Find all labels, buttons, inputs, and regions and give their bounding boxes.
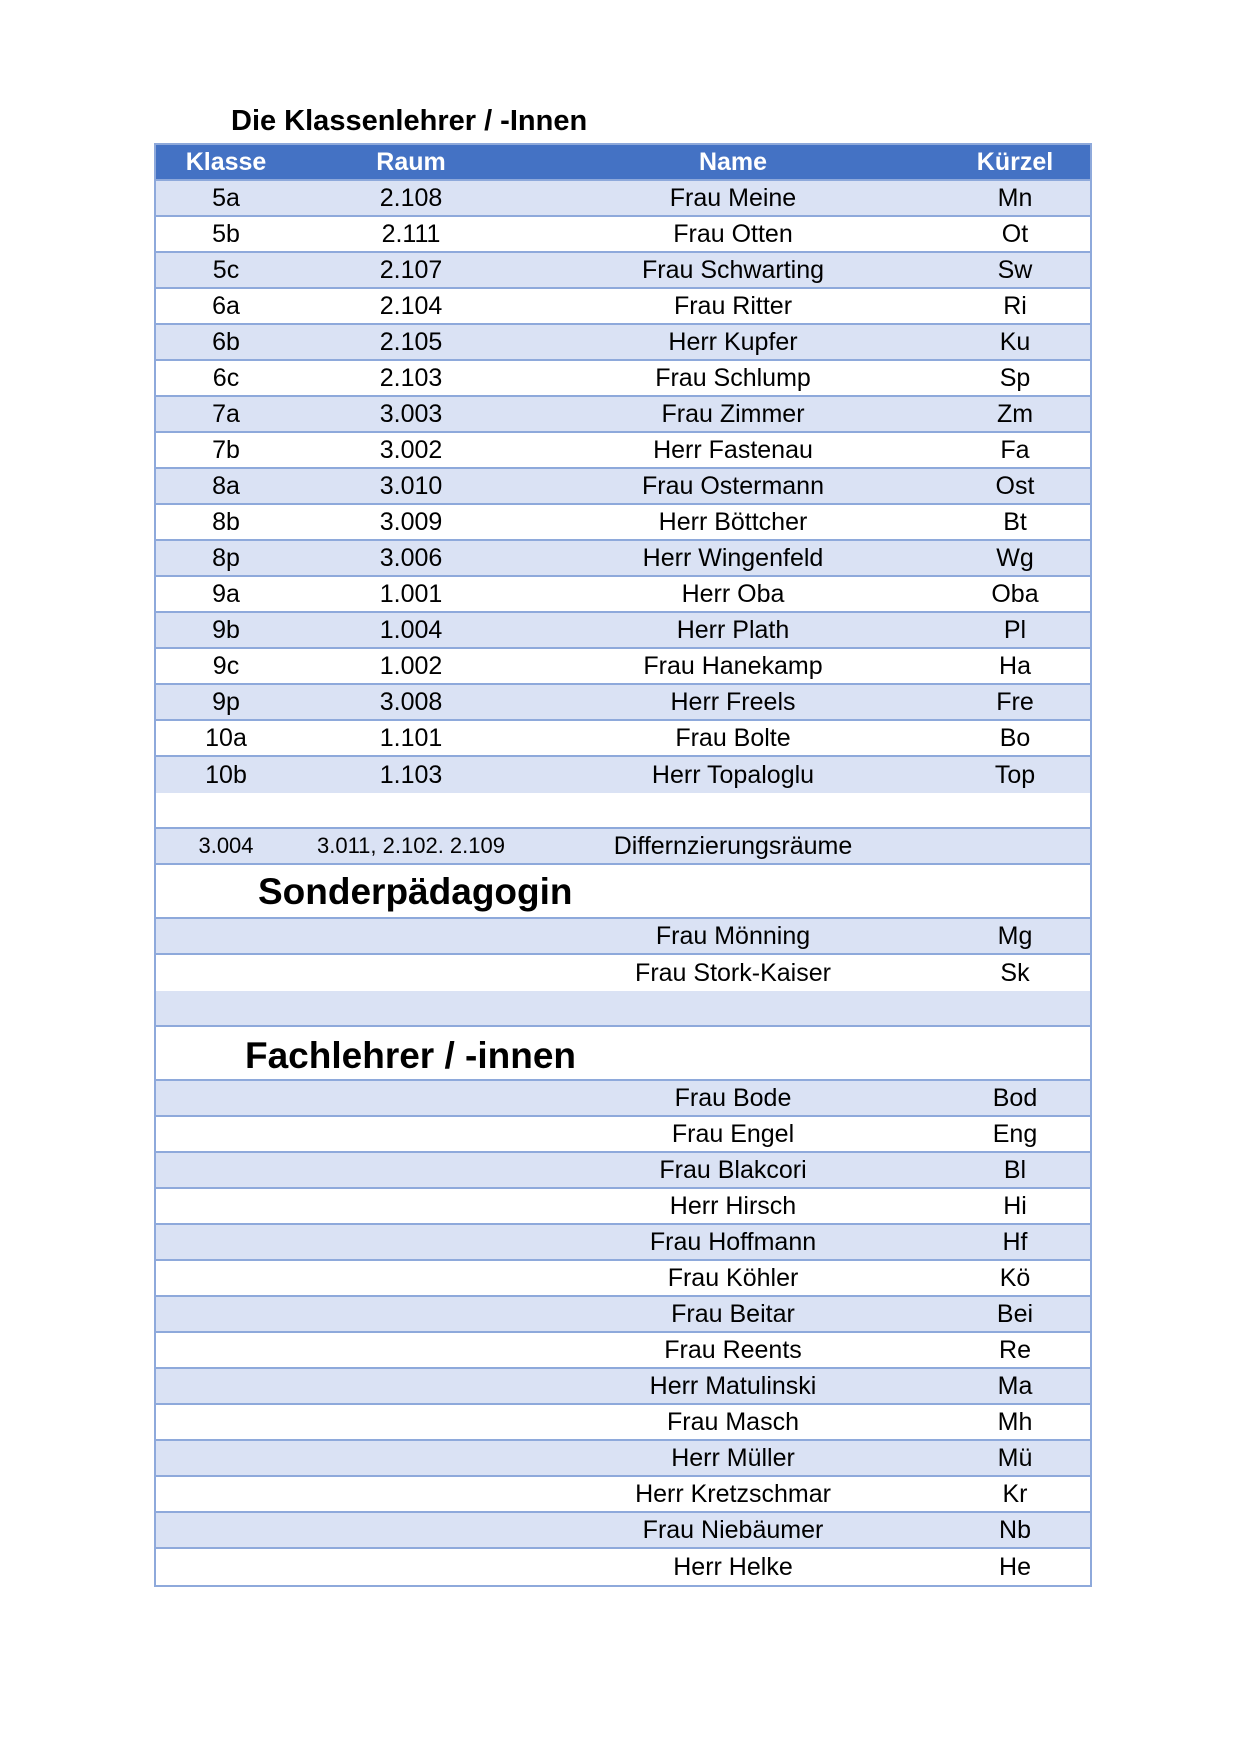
table-row bbox=[156, 1549, 1090, 1585]
cell-kuerzel: Sk bbox=[1000, 958, 1030, 987]
cell-kuerzel: Bt bbox=[1003, 507, 1027, 536]
special-ed-section-row bbox=[156, 865, 1090, 919]
cell-name: Frau Bode bbox=[674, 1083, 792, 1112]
cell-kuerzel: Kö bbox=[999, 1263, 1031, 1292]
cell-klasse: 7a bbox=[212, 399, 240, 428]
table-row bbox=[156, 685, 1090, 721]
special-ed-rows bbox=[156, 919, 1090, 991]
cell-raum: 2.105 bbox=[379, 327, 443, 356]
table-row bbox=[156, 613, 1090, 649]
cell-kuerzel: Sp bbox=[999, 363, 1031, 392]
cell-klasse: 5a bbox=[212, 183, 240, 212]
cell-klasse: 9a bbox=[212, 579, 240, 608]
table-row bbox=[156, 1153, 1090, 1189]
table-row bbox=[156, 919, 1090, 955]
cell-klasse: 10b bbox=[205, 760, 247, 789]
cell-raum: 3.003 bbox=[379, 399, 443, 428]
table-header-row bbox=[156, 145, 1090, 181]
cell-kuerzel: Fre bbox=[996, 687, 1034, 716]
cell-klasse: 8p bbox=[212, 543, 240, 572]
cell-name: Frau Blakcori bbox=[659, 1155, 807, 1184]
cell-name: Frau Meine bbox=[669, 183, 797, 212]
table-row bbox=[156, 757, 1090, 793]
cell-name: Frau Engel bbox=[671, 1119, 795, 1148]
header-raum: Raum bbox=[376, 147, 446, 176]
cell-raum: 3.006 bbox=[379, 543, 443, 572]
cell-kuerzel: Mh bbox=[997, 1407, 1033, 1436]
cell-kuerzel: Ma bbox=[997, 1371, 1033, 1400]
subject-teachers-title: Fachlehrer / -innen bbox=[245, 1035, 577, 1076]
cell-name: Frau Stork-Kaiser bbox=[635, 958, 831, 987]
cell-raum: 3.002 bbox=[379, 435, 443, 464]
cell-kuerzel: Mg bbox=[997, 921, 1033, 950]
cell-kuerzel: Kr bbox=[1002, 1479, 1028, 1508]
cell-kuerzel: Mü bbox=[997, 1443, 1033, 1472]
cell-kuerzel: Bod bbox=[992, 1083, 1038, 1112]
cell-kuerzel: Oba bbox=[991, 579, 1039, 608]
cell-kuerzel: Bei bbox=[996, 1299, 1034, 1328]
cell-name: Herr Matulinski bbox=[649, 1371, 817, 1400]
cell-name: Frau Beitar bbox=[671, 1299, 795, 1328]
cell-klasse: 10a bbox=[205, 723, 247, 752]
cell-kuerzel: Mn bbox=[997, 183, 1033, 212]
cell-name: Frau Otten bbox=[673, 219, 793, 248]
cell-name: Herr Böttcher bbox=[658, 507, 808, 536]
table-row bbox=[156, 1369, 1090, 1405]
room-note-label: Differnzierungsräume bbox=[613, 831, 853, 860]
subject-teacher-rows bbox=[156, 1081, 1090, 1585]
table-row bbox=[156, 1333, 1090, 1369]
cell-klasse: 7b bbox=[212, 435, 240, 464]
table-row bbox=[156, 469, 1090, 505]
cell-raum: 2.108 bbox=[379, 183, 443, 212]
table-row bbox=[156, 1117, 1090, 1153]
cell-name: Herr Helke bbox=[673, 1552, 793, 1581]
cell-kuerzel: Fa bbox=[1000, 435, 1030, 464]
cell-raum: 1.002 bbox=[379, 651, 443, 680]
cell-kuerzel: He bbox=[999, 1552, 1031, 1581]
cell-raum: 3.008 bbox=[379, 687, 443, 716]
cell-kuerzel: Ha bbox=[999, 651, 1031, 680]
header-name: Name bbox=[698, 147, 768, 176]
table-row bbox=[156, 1441, 1090, 1477]
page-title: Die Klassenlehrer / -Innen bbox=[231, 105, 588, 137]
table-row bbox=[156, 955, 1090, 991]
cell-kuerzel: Bo bbox=[999, 723, 1031, 752]
table-row bbox=[156, 361, 1090, 397]
table-row bbox=[156, 397, 1090, 433]
table-row bbox=[156, 1405, 1090, 1441]
cell-kuerzel: Hf bbox=[1002, 1227, 1028, 1256]
cell-name: Frau Mönning bbox=[655, 921, 811, 950]
cell-raum: 2.104 bbox=[379, 291, 443, 320]
cell-raum: 2.103 bbox=[379, 363, 443, 392]
cell-kuerzel: Hi bbox=[1003, 1191, 1027, 1220]
spacer-row bbox=[156, 991, 1090, 1027]
header-kuerzel: Kürzel bbox=[976, 147, 1054, 176]
cell-raum: 3.009 bbox=[379, 507, 443, 536]
table-row bbox=[156, 1513, 1090, 1549]
table-row bbox=[156, 1081, 1090, 1117]
cell-kuerzel: Eng bbox=[992, 1119, 1038, 1148]
cell-raum: 3.010 bbox=[379, 471, 443, 500]
cell-klasse: 6b bbox=[212, 327, 240, 356]
cell-kuerzel: Ost bbox=[995, 471, 1035, 500]
table-row bbox=[156, 1225, 1090, 1261]
cell-name: Herr Fastenau bbox=[653, 435, 813, 464]
cell-klasse: 6c bbox=[212, 363, 240, 392]
cell-raum: 1.101 bbox=[379, 723, 443, 752]
table-row bbox=[156, 1297, 1090, 1333]
cell-kuerzel: Sw bbox=[997, 255, 1033, 284]
table-row bbox=[156, 649, 1090, 685]
cell-kuerzel: Pl bbox=[1003, 615, 1027, 644]
cell-name: Herr Kupfer bbox=[668, 327, 798, 356]
cell-name: Frau Hoffmann bbox=[649, 1227, 817, 1256]
cell-name: Herr Topaloglu bbox=[651, 760, 815, 789]
table-row bbox=[156, 721, 1090, 757]
cell-name: Frau Reents bbox=[664, 1335, 802, 1364]
cell-klasse: 9b bbox=[212, 615, 240, 644]
cell-raum: 1.103 bbox=[379, 760, 443, 789]
cell-name: Frau Ritter bbox=[673, 291, 793, 320]
cell-name: Frau Schlump bbox=[655, 363, 811, 392]
table-row bbox=[156, 1261, 1090, 1297]
cell-name: Frau Bolte bbox=[675, 723, 791, 752]
room-note-room-a: 3.004 bbox=[198, 833, 254, 858]
cell-name: Herr Plath bbox=[676, 615, 790, 644]
cell-kuerzel: Bl bbox=[1003, 1155, 1027, 1184]
cell-klasse: 9p bbox=[212, 687, 240, 716]
cell-raum: 1.001 bbox=[379, 579, 443, 608]
header-klasse: Klasse bbox=[185, 147, 267, 176]
room-note-row bbox=[156, 829, 1090, 865]
cell-klasse: 8a bbox=[212, 471, 240, 500]
cell-name: Frau Köhler bbox=[667, 1263, 799, 1292]
class-teacher-rows bbox=[156, 181, 1090, 793]
table-row bbox=[156, 325, 1090, 361]
teacher-table bbox=[154, 143, 1092, 1587]
table-row bbox=[156, 181, 1090, 217]
cell-name: Herr Kretzschmar bbox=[635, 1479, 831, 1508]
cell-name: Frau Schwarting bbox=[641, 255, 825, 284]
subject-teachers-section-row bbox=[156, 1027, 1090, 1081]
cell-name: Herr Freels bbox=[670, 687, 796, 716]
cell-klasse: 6a bbox=[212, 291, 240, 320]
cell-raum: 1.004 bbox=[379, 615, 443, 644]
cell-kuerzel: Zm bbox=[996, 399, 1034, 428]
cell-name: Herr Hirsch bbox=[669, 1191, 797, 1220]
cell-raum: 2.111 bbox=[381, 219, 441, 248]
cell-klasse: 5b bbox=[212, 219, 240, 248]
cell-name: Frau Masch bbox=[667, 1407, 799, 1436]
table-row bbox=[156, 1189, 1090, 1225]
table-row bbox=[156, 217, 1090, 253]
cell-name: Herr Wingenfeld bbox=[642, 543, 824, 572]
cell-kuerzel: Wg bbox=[996, 543, 1034, 572]
table-row bbox=[156, 1477, 1090, 1513]
cell-kuerzel: Ku bbox=[999, 327, 1031, 356]
cell-name: Frau Niebäumer bbox=[642, 1515, 824, 1544]
table-row bbox=[156, 577, 1090, 613]
cell-klasse: 9c bbox=[212, 651, 240, 680]
cell-kuerzel: Ot bbox=[1001, 219, 1029, 248]
table-row bbox=[156, 253, 1090, 289]
room-note-room-b: 3.011, 2.102. 2.109 bbox=[317, 833, 505, 858]
cell-name: Herr Müller bbox=[671, 1443, 795, 1472]
table-row bbox=[156, 505, 1090, 541]
cell-raum: 2.107 bbox=[379, 255, 443, 284]
spacer-row bbox=[156, 793, 1090, 829]
cell-name: Frau Hanekamp bbox=[643, 651, 823, 680]
cell-kuerzel: Ri bbox=[1003, 291, 1027, 320]
table-row bbox=[156, 289, 1090, 325]
special-ed-title: Sonderpädagogin bbox=[258, 871, 573, 912]
cell-name: Herr Oba bbox=[681, 579, 785, 608]
cell-name: Frau Ostermann bbox=[641, 471, 824, 500]
table-row bbox=[156, 541, 1090, 577]
cell-klasse: 5c bbox=[212, 255, 240, 284]
cell-name: Frau Zimmer bbox=[661, 399, 805, 428]
cell-kuerzel: Nb bbox=[999, 1515, 1031, 1544]
table-row bbox=[156, 433, 1090, 469]
cell-kuerzel: Re bbox=[999, 1335, 1031, 1364]
cell-kuerzel: Top bbox=[994, 760, 1036, 789]
cell-klasse: 8b bbox=[212, 507, 240, 536]
